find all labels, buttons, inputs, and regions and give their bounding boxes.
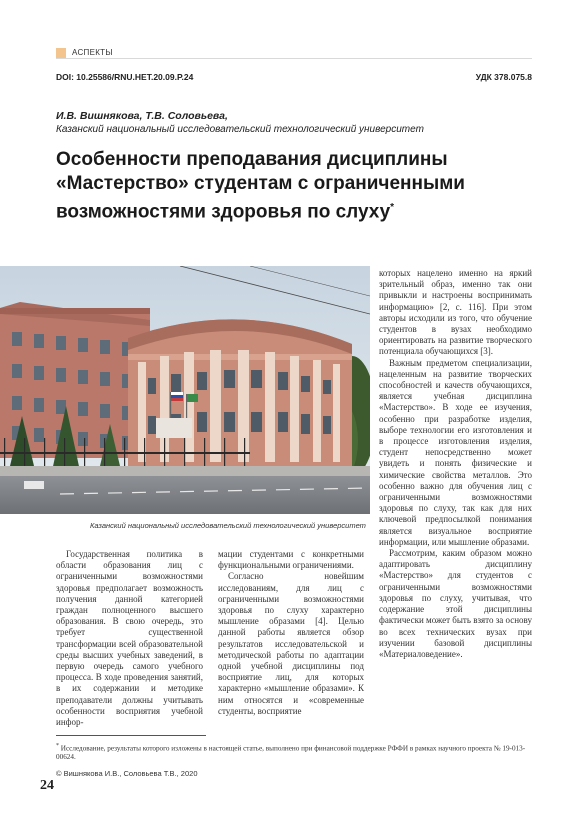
footnote	[56, 742, 534, 762]
building-illustration	[0, 266, 370, 514]
doi: DOI: 10.25586/RNU.HET.20.09.P.24	[56, 72, 194, 82]
affiliation: Казанский национальный исследовательский технологический университет	[56, 124, 424, 135]
paragraph: мации студентами с конкретными функциональными ограничениями.	[218, 549, 364, 571]
section-marker-icon	[56, 48, 66, 58]
title-line-3: возможностями здоровья по слуху*	[56, 201, 395, 223]
title-footnote-mark: *	[390, 202, 395, 213]
copyright: © Вишнякова И.В., Соловьева Т.В., 2020	[56, 769, 198, 778]
paragraph: Рассмотрим, каким образом можно адаптировать дисциплину «Мастерство» для студентов с ограниченными возможностями здоровья по слуху, учитывая, что содержание этой дисциплины фактически может быть взято за основу во всех технических вузах при изучении базовой дисциплины «Материаловедение».	[379, 548, 532, 659]
figure-caption: Казанский национальный исследовательский технологический университет	[90, 521, 366, 530]
footnote-divider	[56, 735, 206, 736]
paragraph: Согласно новейшим исследованиям, для лиц с ограниченными возможностями здоровья по слуху характерно мышление образами [4]. Целью данной работы является обзор результатов исследовательской и методической работы по адаптации одной учебной дисциплины под восприятие лиц, для которых характерно «мышление образами». К ним относятся и «современные студенты, восприятие	[218, 571, 364, 716]
section-tag	[56, 47, 113, 58]
paragraph: Важным предметом специализации, нацеленным на развитие творческих способностей и качеств обучающихся, является учебная дисциплина «Мастерство». В ходе ее изучения, особенно при разработке изделия, выборе технологии его изготовления и в процессе изготовления изделия, студент непосредственно может увидеть и понять физические и химические свойства металлов. Это особенно важно для обучения лиц с ограниченными возможностями здоровья по слуху, так как для них ключевой предпосылкой понимания является визуальное восприятие информации, или мышление образами.	[379, 357, 532, 547]
body-column-middle	[218, 549, 364, 717]
paragraph: Государственная политика в области образования лиц с ограниченными возможностями здоровья предполагает возможность получения данной категорией граждан полноценного высшего образования. В свою очередь, это требует существенной трансформации всей образовательной среды высших учебных заведений, в первую очередь самого учебного процесса. В ходе проведения занятий, в их содержании и методике преподаватели должны учитывать особенности восприятия учебной инфор-	[56, 549, 203, 728]
udk: УДК 378.075.8	[475, 72, 532, 82]
footnote-text: Исследование, результаты которого изложены в настоящей статье, выполнено при финансовой поддержке РФФИ в рамках научного проекта № 19-013-00624.	[56, 744, 526, 762]
section-label: АСПЕКТЫ	[72, 48, 113, 57]
body-column-left	[56, 549, 203, 728]
authors: И.В. Вишнякова, Т.В. Соловьева,	[56, 110, 228, 122]
article-title	[56, 148, 516, 224]
title-line-2: «Мастерство» студентам с ограниченными	[56, 173, 465, 194]
body-column-right	[379, 268, 532, 660]
title-line-1: Особенности преподавания дисциплины	[56, 149, 448, 170]
university-building-photo	[0, 266, 370, 514]
paragraph: которых нацелено именно на яркий зрительный образ, именно так они привыкли и настроены воспринимать информацию» [2, с. 116]. При этом авторы исходили из того, что обучение студентов в вузах необходимо ориентировать на развитие творческого потенциала обучающихся [3].	[379, 268, 532, 357]
header-divider	[56, 58, 532, 59]
footnote-mark: *	[56, 743, 59, 749]
page-number: 24	[40, 778, 54, 793]
